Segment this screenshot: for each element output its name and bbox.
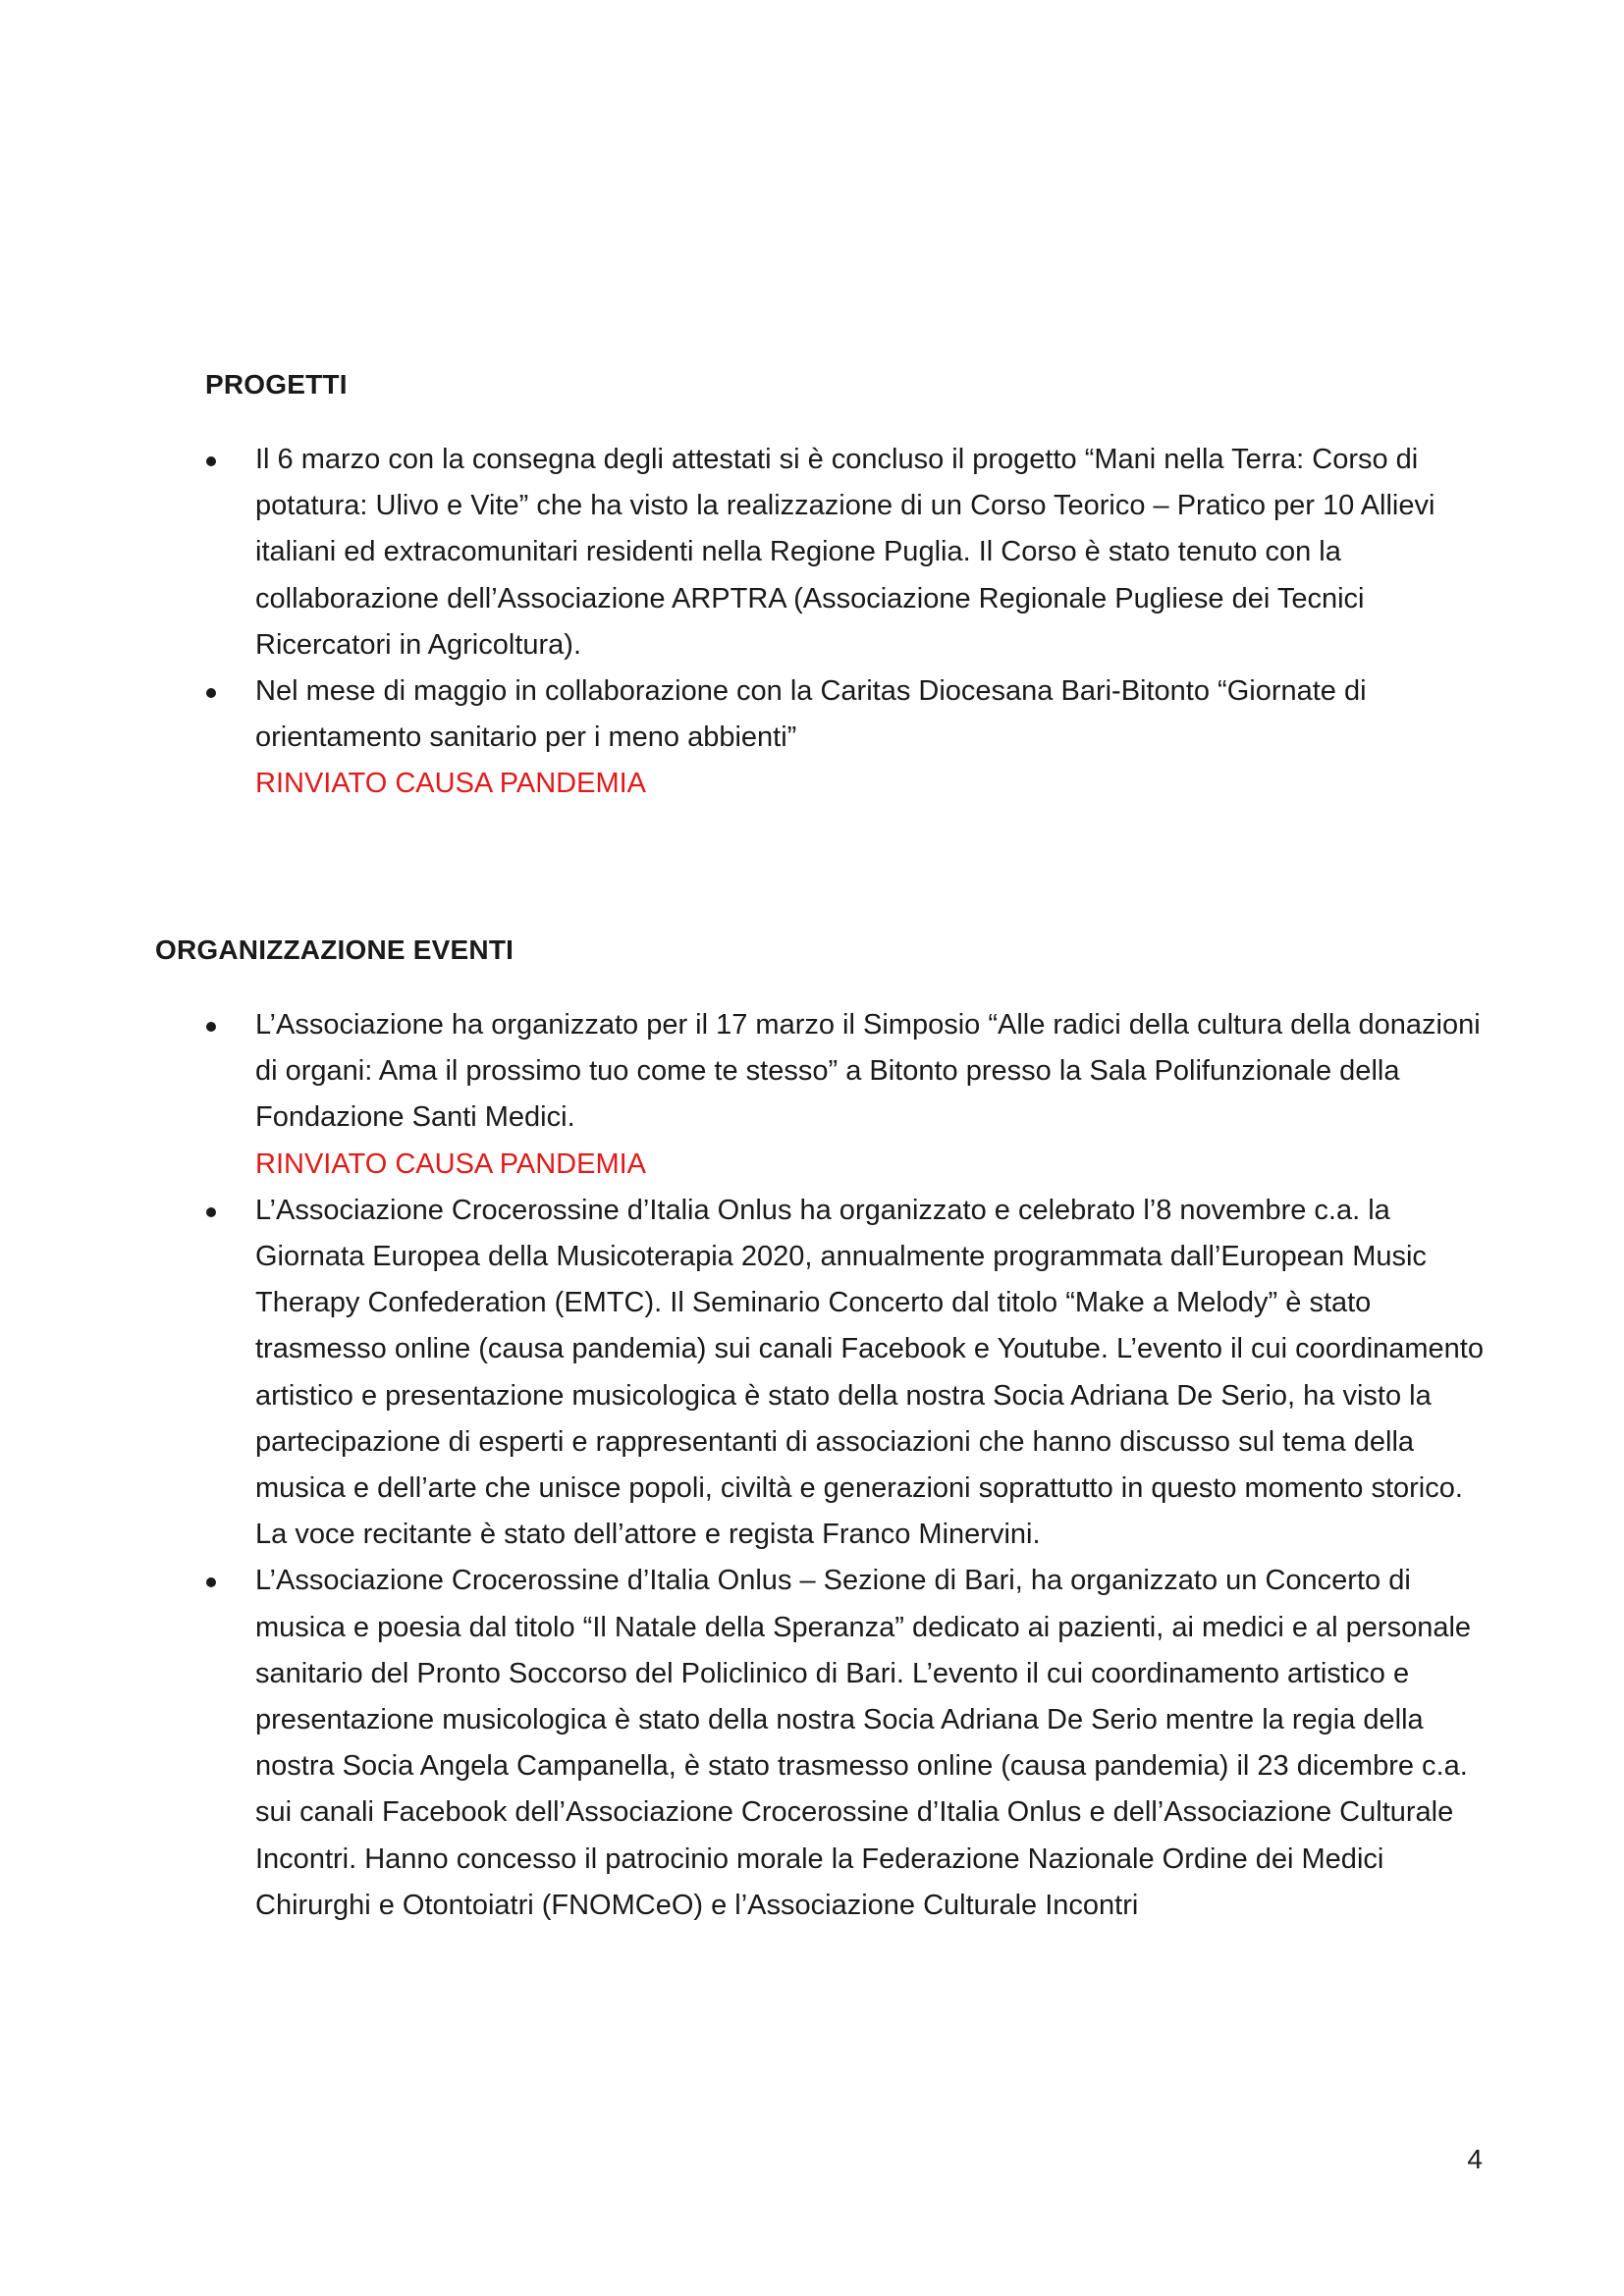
section-heading-progetti: PROGETTI [205,369,348,400]
bullet-icon [206,1577,216,1587]
progetti-list [206,437,1492,808]
list-item-text: L’Associazione Crocerossine d’Italia Onlus ha organizzato e celebrato l’8 novembre c.a. la Giornata Europea della Musicoterapia 2020, annualmente programmata dall’European Music Therapy Confederation (EMTC). Il Seminario Concerto dal titolo “Make a Melody” è stato trasmesso online (causa pandemia) sui canali Facebook e Youtube. L’evento il cui coordinamento artistico e presentazione musicologica è stato della nostra Socia Adriana De Serio, ha visto la partecipazione di esperti e rappresentanti di associazioni che hanno discusso sul tema della musica e dell’arte che unisce popoli, civiltà e generazioni soprattutto in questo momento storico. La voce recitante è stato dell’attore e regista Franco Minervini. [255,1194,1484,1551]
bullet-icon [206,1022,216,1032]
postponed-note: RINVIATO CAUSA PANDEMIA [255,1148,647,1180]
list-item [206,668,1492,808]
list-item [206,1188,1492,1559]
list-item-text: Nel mese di maggio in collaborazione con la Caritas Diocesana Bari-Bitonto “Giornate di orientamento sanitario per i meno abbienti” [255,675,1367,754]
list-item-text: Il 6 marzo con la consegna degli attestati si è concluso il progetto “Mani nella Terra: Corso di potatura: Ulivo e Vite” che ha visto la realizzazione di un Corso Teorico – Pratico per 10 Allievi italiani ed extracomunitari residenti nella Regione Puglia. Il Corso è stato tenuto con la collaborazione dell’Associazione ARPTRA (Associazione Regionale Pugliese dei Tecnici Ricercatori in Agricoltura). [255,444,1435,661]
section-heading-eventi: ORGANIZZAZIONE EVENTI [155,934,514,965]
bullet-icon [206,456,216,466]
list-item [206,1558,1492,1929]
page-number: 4 [1467,2144,1483,2174]
bullet-icon [206,688,216,698]
postponed-note: RINVIATO CAUSA PANDEMIA [255,768,647,800]
eventi-list [206,1002,1492,1929]
bullet-icon [206,1207,216,1217]
list-item [206,1002,1492,1188]
list-item-text: L’Associazione ha organizzato per il 17 marzo il Simposio “Alle radici della cultura della donazioni di organi: Ama il prossimo tuo come te stesso” a Bitonto presso la Sala Polifunzionale della Fondazione Santi Medici. [255,1009,1481,1134]
list-item-text: L’Associazione Crocerossine d’Italia Onlus – Sezione di Bari, ha organizzato un Concerto di musica e poesia dal titolo “Il Natale della Speranza” dedicato ai pazienti, ai medici e al personale sanitario del Pronto Soccorso del Policlinico di Bari. L’evento il cui coordinamento artistico e presentazione musicologica è stato della nostra Socia Adriana De Serio mentre la regia della nostra Socia Angela Campanella, è stato trasmesso online (causa pandemia) il 23 dicembre c.a. sui canali Facebook dell’Associazione Crocerossine d’Italia Onlus e dell’Associazione Culturale Incontri. Hanno concesso il patrocinio morale la Federazione Nazionale Ordine dei Medici Chirurghi e Otontoiatri (FNOMCeO) e l’Associazione Culturale Incontri [255,1565,1472,1921]
list-item [206,437,1492,668]
